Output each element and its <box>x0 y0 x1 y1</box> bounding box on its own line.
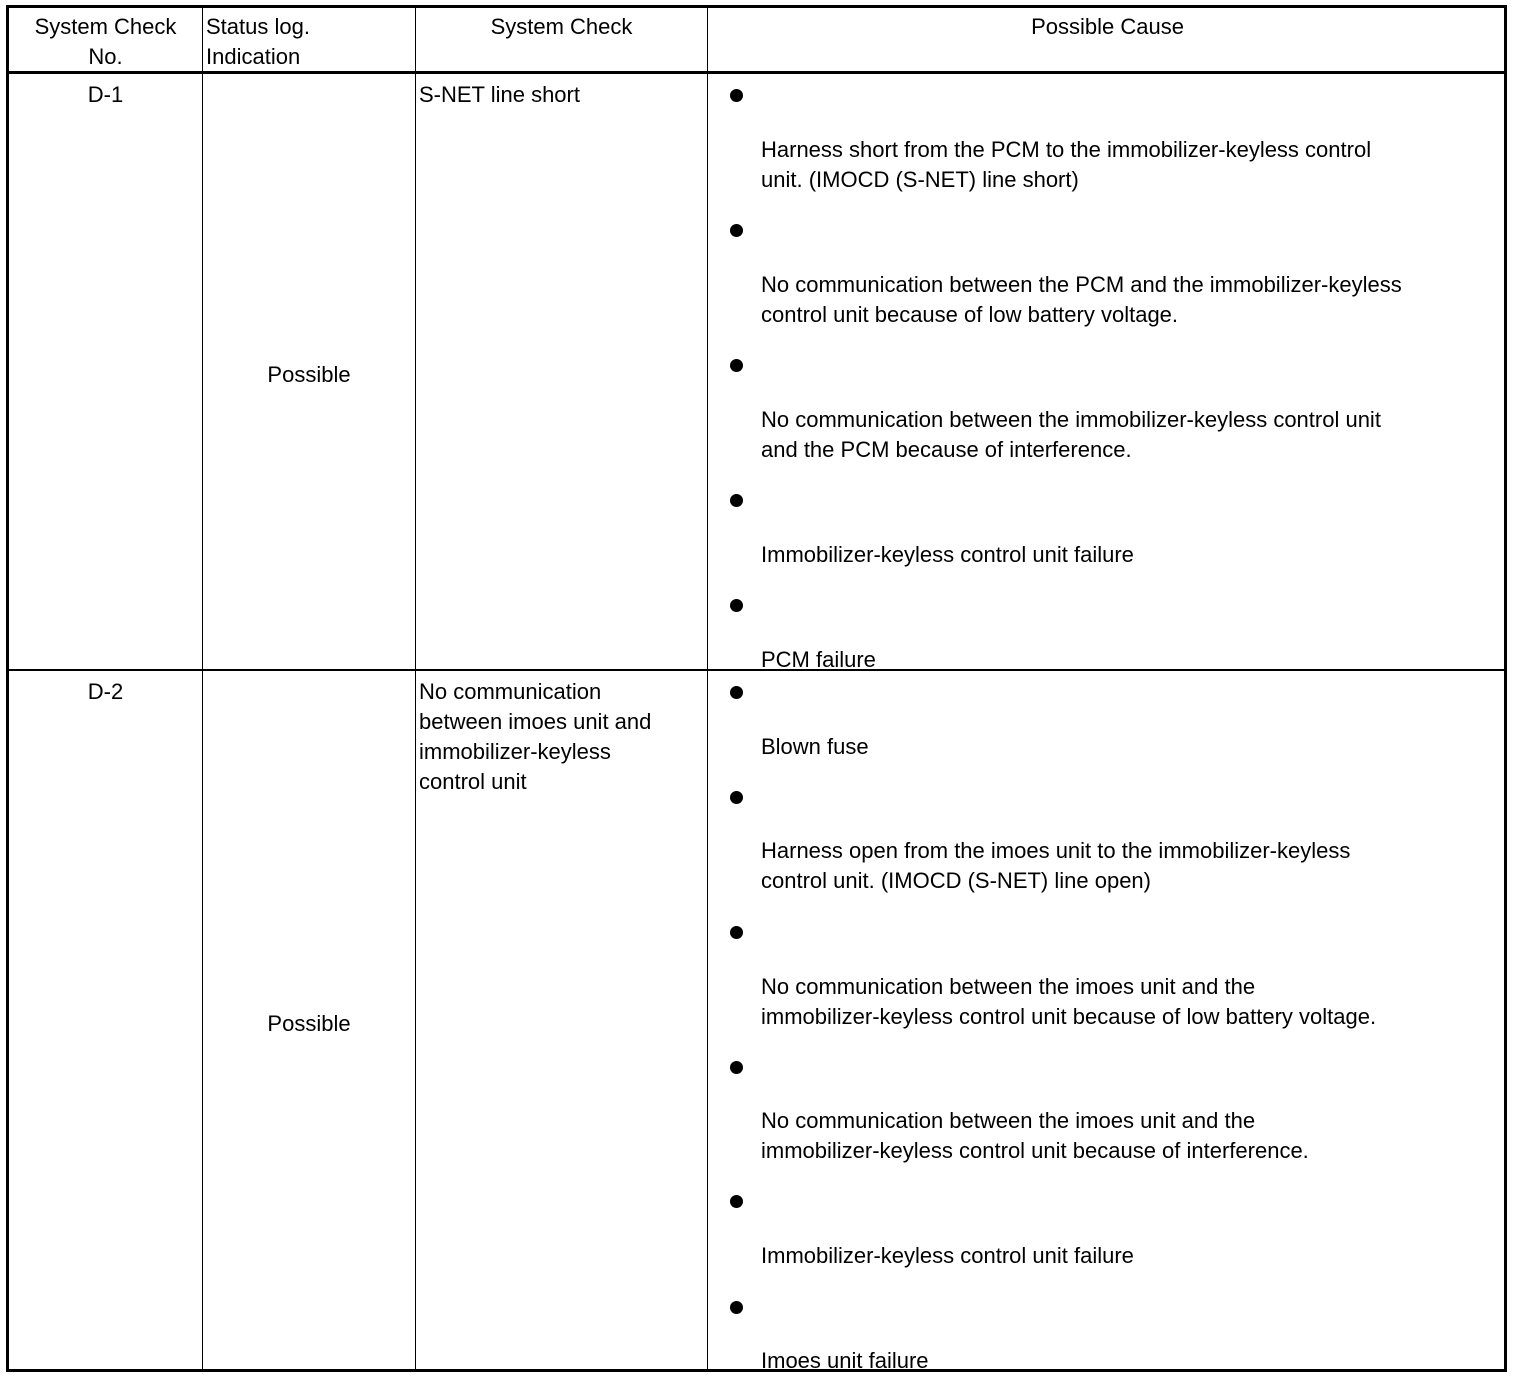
row-2-cause-6: Imoes unit failure <box>761 1348 929 1373</box>
bullet-icon <box>730 359 743 372</box>
col-divider-3 <box>707 8 708 1369</box>
header-col-cause: Possible Cause <box>1031 14 1184 39</box>
row-divider <box>9 669 1504 671</box>
header-col-no-line1: System Check <box>34 14 177 39</box>
header-col-check: System Check <box>490 14 633 39</box>
row-2-check-line4: control unit <box>419 769 527 794</box>
col-divider-1 <box>202 8 203 1369</box>
row-1-cause-2-line2: control unit because of low battery voltage. <box>761 302 1179 327</box>
row-2-cause-4-line2: immobilizer-keyless control unit because of interference. <box>761 1138 1309 1163</box>
bullet-icon <box>730 1301 743 1314</box>
row-1-status: Possible <box>267 362 351 387</box>
row-2-check-line3: immobilizer-keyless <box>419 739 611 764</box>
row-2-cause-2-line1: Harness open from the imoes unit to the immobilizer-keyless <box>761 838 1351 863</box>
row-1-cause-2-line1: No communication between the PCM and the immobilizer-keyless <box>761 272 1402 297</box>
row-2-number: D-2 <box>87 679 124 704</box>
bullet-icon <box>730 224 743 237</box>
row-2-cause-3-line1: No communication between the imoes unit and the <box>761 974 1256 999</box>
row-2-check-line1: No communication <box>419 679 602 704</box>
col-divider-2 <box>415 8 416 1369</box>
row-1-number: D-1 <box>87 82 124 107</box>
row-1-cause-4: Immobilizer-keyless control unit failure <box>761 542 1134 567</box>
header-col-no-line2: No. <box>88 44 123 69</box>
row-1-cause-1-line2: unit. (IMOCD (S-NET) line short) <box>761 167 1079 192</box>
bullet-icon <box>730 89 743 102</box>
bullet-icon <box>730 791 743 804</box>
bullet-icon <box>730 1195 743 1208</box>
row-1-cause-1-line1: Harness short from the PCM to the immobilizer-keyless control <box>761 137 1372 162</box>
row-1-cause-5: PCM failure <box>761 647 876 672</box>
row-2-check-line2: between imoes unit and <box>419 709 652 734</box>
bullet-icon <box>730 1061 743 1074</box>
header-col-status-line2: Indication <box>206 44 301 69</box>
row-2-cause-5: Immobilizer-keyless control unit failure <box>761 1243 1134 1268</box>
header-col-status-line1: Status log. <box>206 14 310 39</box>
row-1-cause-3-line1: No communication between the immobilizer-keyless control unit <box>761 407 1381 432</box>
row-2-cause-3-line2: immobilizer-keyless control unit because of low battery voltage. <box>761 1004 1377 1029</box>
row-2-status: Possible <box>267 1011 351 1036</box>
diagnostic-table <box>6 5 1507 1372</box>
row-2-cause-1: Blown fuse <box>761 734 869 759</box>
bullet-icon <box>730 599 743 612</box>
row-1-cause-3-line2: and the PCM because of interference. <box>761 437 1132 462</box>
bullet-icon <box>730 494 743 507</box>
bullet-icon <box>730 686 743 699</box>
row-1-check: S-NET line short <box>419 82 580 107</box>
bullet-icon <box>730 926 743 939</box>
row-2-cause-2-line2: control unit. (IMOCD (S-NET) line open) <box>761 868 1151 893</box>
row-2-cause-4-line1: No communication between the imoes unit and the <box>761 1108 1256 1133</box>
